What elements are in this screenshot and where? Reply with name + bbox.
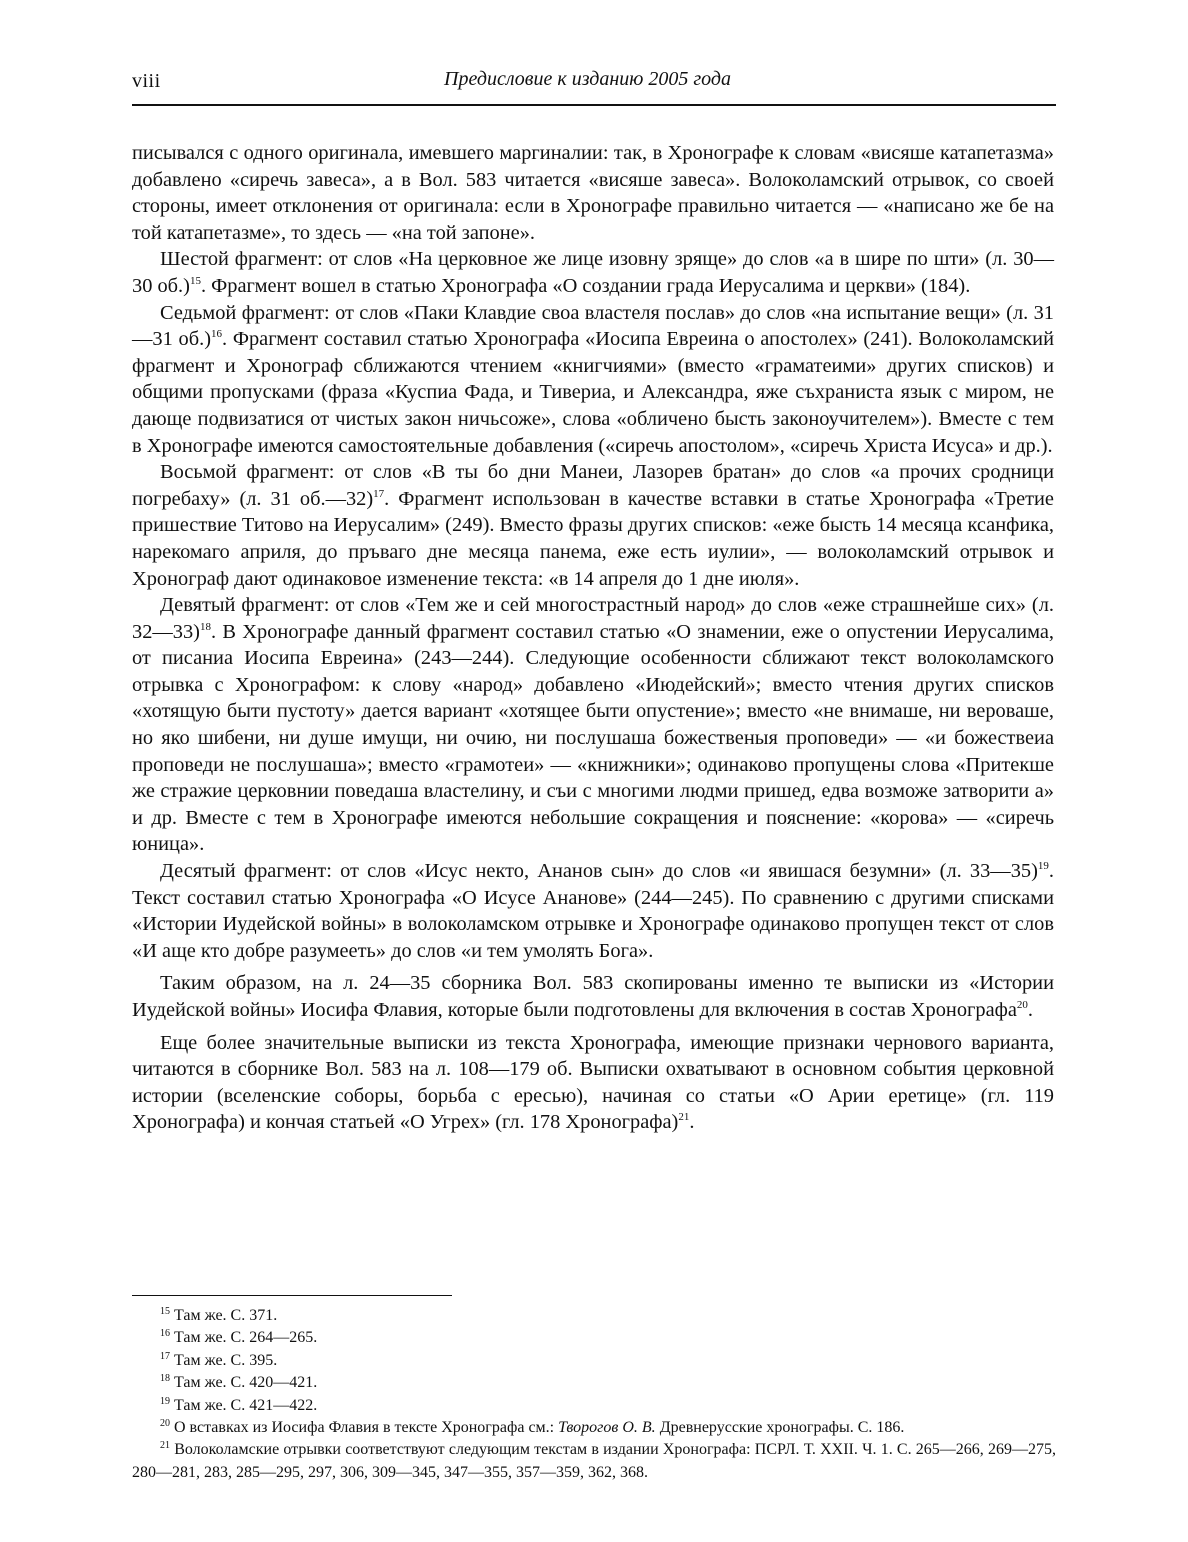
paragraph-text: писывался с одного оригинала, имевшего маргиналии: так, в Хронографе к словам «висяше катапетазма» добавлено «сиречь завеса», а в Вол. 583 читается «висяше завеса». Волоколамский отрывок, со своей стороны, имеет отклонения от оригинала: если в Хронографе правильно читается — «написано же бе на той катапетазме», то здесь — «на той запоне». bbox=[132, 142, 1054, 244]
footnote-number: 20 bbox=[160, 1418, 170, 1430]
footnote-number: 17 bbox=[160, 1350, 170, 1362]
page-number: viii bbox=[132, 70, 161, 92]
footnote bbox=[132, 1439, 1056, 1484]
footnote-text: Волоколамские отрывки соответствуют следующим текстам в издании Хронографа: ПСРЛ. Т. XXII. Ч. 1. С. 265—266, 269—275, 280—281, 283, 285—295, 297, 306, 309—345, 347—355, 357—359, 362, 368. bbox=[132, 1441, 1057, 1481]
paragraph-text: . bbox=[1027, 999, 1033, 1021]
footnote bbox=[132, 1327, 1056, 1349]
paragraph-text: Еще более значительные выписки из текста Хронографа, имеющие признаки чернового варианта, читаются в сборнике Вол. 583 на л. 108—179 об. Выписки охватывают в основном события церковной истории (вселенские соборы, борьба с ересью), начиная со статьи «О Арии еретице» (гл. 119 Хронографа) и кончая статьей «О Угрех» (гл. 178 Хронографа) bbox=[132, 1031, 1054, 1134]
footnote-ref[interactable]: 16 bbox=[211, 328, 222, 341]
footnote-text: Там же. С. 395. bbox=[174, 1351, 278, 1369]
footnote-text: Древнерусские хронографы. С. 186. bbox=[655, 1419, 905, 1437]
paragraph bbox=[132, 1030, 1054, 1136]
footnote-text: О вставках из Иосифа Флавия в тексте Хронографа см.: bbox=[174, 1419, 559, 1437]
paragraph-text: . Фрагмент составил статью Хронографа «Иосипа Евреина о апостолех» (241). Волоколамский фрагмент и Хронограф сближаются чтением «книгчиями» (вместо «граматеими» других списков) и общими пропусками (фраза «Куспиа Фада, и Тивериа, и Александра, яже съхраниста язык с миром, не дающе подвизатися от чистых закон ничьсоже», слова «обличено бысть законоучителем»). Вместе с тем в Хронографе имеются самостоятельные добавления («сиречь апостолом», «сиречь Христа Исуса» и др.). bbox=[132, 328, 1055, 457]
footnote-text: Там же. С. 264—265. bbox=[174, 1329, 318, 1347]
paragraph-text: Седьмой фрагмент: от слов «Паки Клавдие своа властеля послав» до слов «на испытание вещи» (л. 31—31 об.) bbox=[132, 301, 1054, 351]
paragraph bbox=[132, 459, 1054, 592]
paragraph-text: . Фрагмент вошел в статью Хронографа «О создании града Иерусалима и церкви» (184). bbox=[200, 274, 971, 297]
footnote-number: 21 bbox=[160, 1440, 170, 1452]
paragraph-text: Десятый фрагмент: от слов «Исус некто, Ананов сын» до слов «и явишася безумни» (л. 33—35) bbox=[160, 860, 1038, 883]
footnote-ref[interactable]: 20 bbox=[1016, 999, 1028, 1011]
main-text bbox=[132, 140, 1054, 1136]
paragraph-text: Шестой фрагмент: от слов «На церковное же лице изовну зряще» до слов «а в шире по шти» (л. 30—30 об.) bbox=[132, 248, 1054, 297]
paragraph bbox=[132, 246, 1054, 299]
footnote-author: Творогов О. В. bbox=[558, 1419, 656, 1437]
running-title: Предисловие к изданию 2005 года bbox=[444, 68, 732, 90]
footnote-number: 18 bbox=[160, 1373, 170, 1385]
footnote bbox=[132, 1305, 1056, 1327]
paragraph-text: . В Хронографе данный фрагмент составил статью «О знамении, еже о опустении Иерусалима, от писаниа Иосипа Евреина» (243—244). Следующие особенности сближают текст волоколамского отрывка с Хронографом: к слову «народ» добавлено «Июдейский»; вместо чтения других списков «хотящую быти пустоту» дается вариант «хотящее быти опустение»; вместо «не внимаше, ни вероваше, но яко шибени, ни душе имущи, ни очию, ни послушаша божественыя проповеди» — «и божествеиа проповеди не послушаша»; вместо «грамотеи» — «книжники»; одинаково пропущены слова «Притекше же стражие церковнии поведаша властелину, и съи с многими людми пришед, едва возможе затворити а» и др. Вместе с тем в Хронографе имеются небольшие сокращения и пояснение: «корова» — «сиречь юница». bbox=[132, 620, 1054, 856]
footnote-text: Там же. С. 371. bbox=[174, 1307, 278, 1324]
footnote-ref[interactable]: 17 bbox=[373, 487, 385, 500]
footnote-ref[interactable]: 15 bbox=[189, 274, 201, 287]
footnote bbox=[132, 1372, 1056, 1394]
footnote-text: Там же. С. 421—422. bbox=[174, 1396, 318, 1414]
paragraph bbox=[132, 970, 1054, 1023]
paragraph bbox=[132, 858, 1054, 964]
footnote-number: 15 bbox=[160, 1306, 170, 1317]
footnote-separator bbox=[132, 1295, 452, 1296]
footnotes bbox=[132, 1305, 1056, 1484]
paragraph-text: Восьмой фрагмент: от слов «В ты бо дни Манеи, Лазорев братан» до слов «а прочих сродници погребаху» (л. 31 об.—32) bbox=[132, 461, 1054, 510]
footnote bbox=[132, 1350, 1056, 1372]
footnote bbox=[132, 1417, 1056, 1439]
header-rule bbox=[132, 104, 1056, 106]
paragraph bbox=[132, 140, 1054, 246]
paragraph bbox=[132, 300, 1054, 460]
footnote-number: 16 bbox=[160, 1328, 170, 1340]
running-head bbox=[132, 68, 1056, 102]
footnote-number: 19 bbox=[160, 1395, 170, 1407]
paragraph-text: Таким образом, на л. 24—35 сборника Вол. 583 скопированы именно те выписки из «Истории Иудейской войны» Иосифа Флавия, которые были подготовлены для включения в состав Хронографа bbox=[132, 972, 1054, 1021]
paragraph-text: . Фрагмент использован в качестве вставки в статье Хронографа «Третие пришествие Титово на Иерусалим» (249). Вместо фразы других списков: «еже бысть 14 месяца ксанфика, нарекомаго априля, до пръваго дне месяца панема, еже есть иулии», — волоколамский отрывок и Хронограф дают одинаковое изменение текста: «в 14 апреля до 1 дне июля». bbox=[132, 487, 1054, 590]
paragraph-text: . Текст составил статью Хронографа «О Исусе Ананове» (244—245). По сравнению с другими списками «Истории Иудейской войны» в волоколамском отрывке и Хронографе одинаково пропущен текст от слов «И аще кто добре разумееть» до слов «и тем умолять Бога». bbox=[132, 860, 1054, 962]
paragraph bbox=[132, 592, 1054, 858]
footnote-text: Там же. С. 420—421. bbox=[174, 1374, 318, 1392]
footnote-ref[interactable]: 21 bbox=[678, 1111, 690, 1124]
paragraph-text: Девятый фрагмент: от слов «Тем же и сей многострастный народ» до слов «еже страшнейше сих» (л. 32—33) bbox=[132, 594, 1054, 643]
footnote-ref[interactable]: 18 bbox=[199, 620, 211, 633]
footnote bbox=[132, 1395, 1056, 1417]
paragraph-text: . bbox=[689, 1111, 695, 1134]
footnote-ref[interactable]: 19 bbox=[1037, 860, 1049, 873]
